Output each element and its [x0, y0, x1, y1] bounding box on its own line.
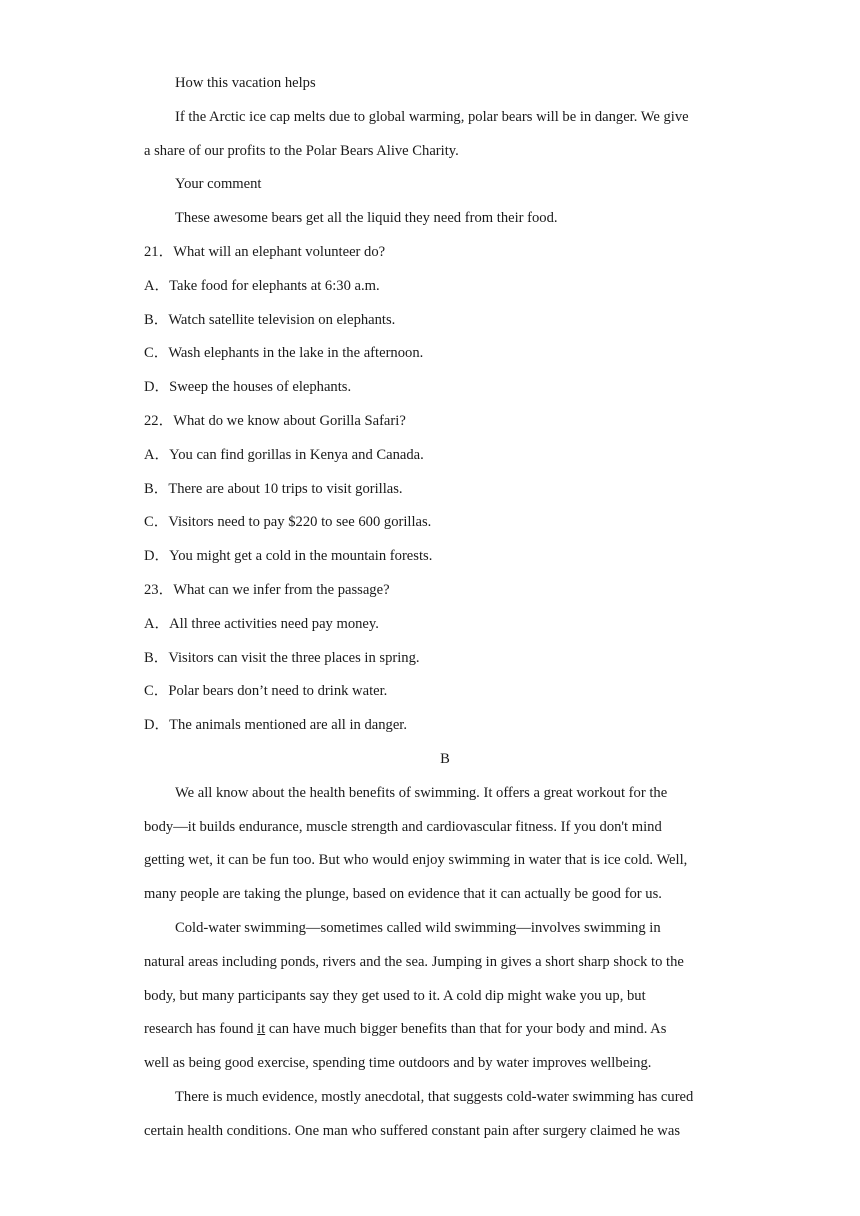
passage-b-p1-line-3: getting wet, it can be fun too. But who would enjoy swimming in water that is ice cold. Well, [144, 852, 688, 868]
question-23-stem: 23．What can we infer from the passage? [144, 582, 390, 598]
helps-paragraph-line-2: a share of our profits to the Polar Bears Alive Charity. [144, 143, 459, 159]
question-23-option-c: C．Polar bears don’t need to drink water. [144, 683, 388, 699]
question-21-stem: 21．What will an elephant volunteer do? [144, 244, 386, 260]
comment-text: These awesome bears get all the liquid they need from their food. [175, 210, 558, 226]
question-22-option-c: C．Visitors need to pay $220 to see 600 gorillas. [144, 514, 432, 530]
passage-b-p2-line-2: natural areas including ponds, rivers and the sea. Jumping in gives a short sharp shock to the [144, 954, 684, 970]
question-22-stem: 22．What do we know about Gorilla Safari? [144, 413, 406, 429]
question-21-option-d: D．Sweep the houses of elephants. [144, 379, 352, 395]
section-b-label: B [440, 751, 450, 767]
passage-b-p2-line-1: Cold-water swimming—sometimes called wild swimming—involves swimming in [175, 920, 661, 936]
passage-b-p2-line-3: body, but many participants say they get used to it. A cold dip might wake you up, but [144, 988, 646, 1004]
heading-your-comment: Your comment [175, 176, 262, 192]
question-23-option-a: A．All three activities need pay money. [144, 616, 379, 632]
question-23-option-b: B．Visitors can visit the three places in spring. [144, 650, 420, 666]
question-21-option-a: A．Take food for elephants at 6:30 a.m. [144, 278, 380, 294]
passage-b-p1-line-4: many people are taking the plunge, based on evidence that it can actually be good for us. [144, 886, 662, 902]
line-text-after: can have much bigger benefits than that for your body and mind. As [265, 1021, 667, 1037]
passage-b-p3-line-1: There is much evidence, mostly anecdotal, that suggests cold-water swimming has cured [175, 1089, 694, 1105]
question-22-option-d: D．You might get a cold in the mountain forests. [144, 548, 433, 564]
passage-b-p2-line-5: well as being good exercise, spending time outdoors and by water improves wellbeing. [144, 1055, 652, 1071]
heading-how-this-vacation-helps: How this vacation helps [175, 75, 316, 91]
helps-paragraph-line-1: If the Arctic ice cap melts due to global warming, polar bears will be in danger. We give [175, 109, 689, 125]
passage-b-p2-line-4 [144, 1019, 666, 1039]
line-text-before: research has found [144, 1021, 258, 1037]
question-22-option-b: B．There are about 10 trips to visit gorillas. [144, 481, 403, 497]
passage-b-p1-line-2: body—it builds endurance, muscle strength and cardiovascular fitness. If you don't mind [144, 819, 662, 835]
underlined-word-it: it [257, 1021, 266, 1037]
question-22-option-a: A．You can find gorillas in Kenya and Canada. [144, 447, 424, 463]
question-21-option-b: B．Watch satellite television on elephants. [144, 312, 396, 328]
question-23-option-d: D．The animals mentioned are all in danger. [144, 717, 408, 733]
passage-b-p1-line-1: We all know about the health benefits of swimming. It offers a great workout for the [175, 785, 668, 801]
question-21-option-c: C．Wash elephants in the lake in the afternoon. [144, 345, 424, 361]
passage-b-p3-line-2: certain health conditions. One man who suffered constant pain after surgery claimed he was [144, 1123, 681, 1139]
